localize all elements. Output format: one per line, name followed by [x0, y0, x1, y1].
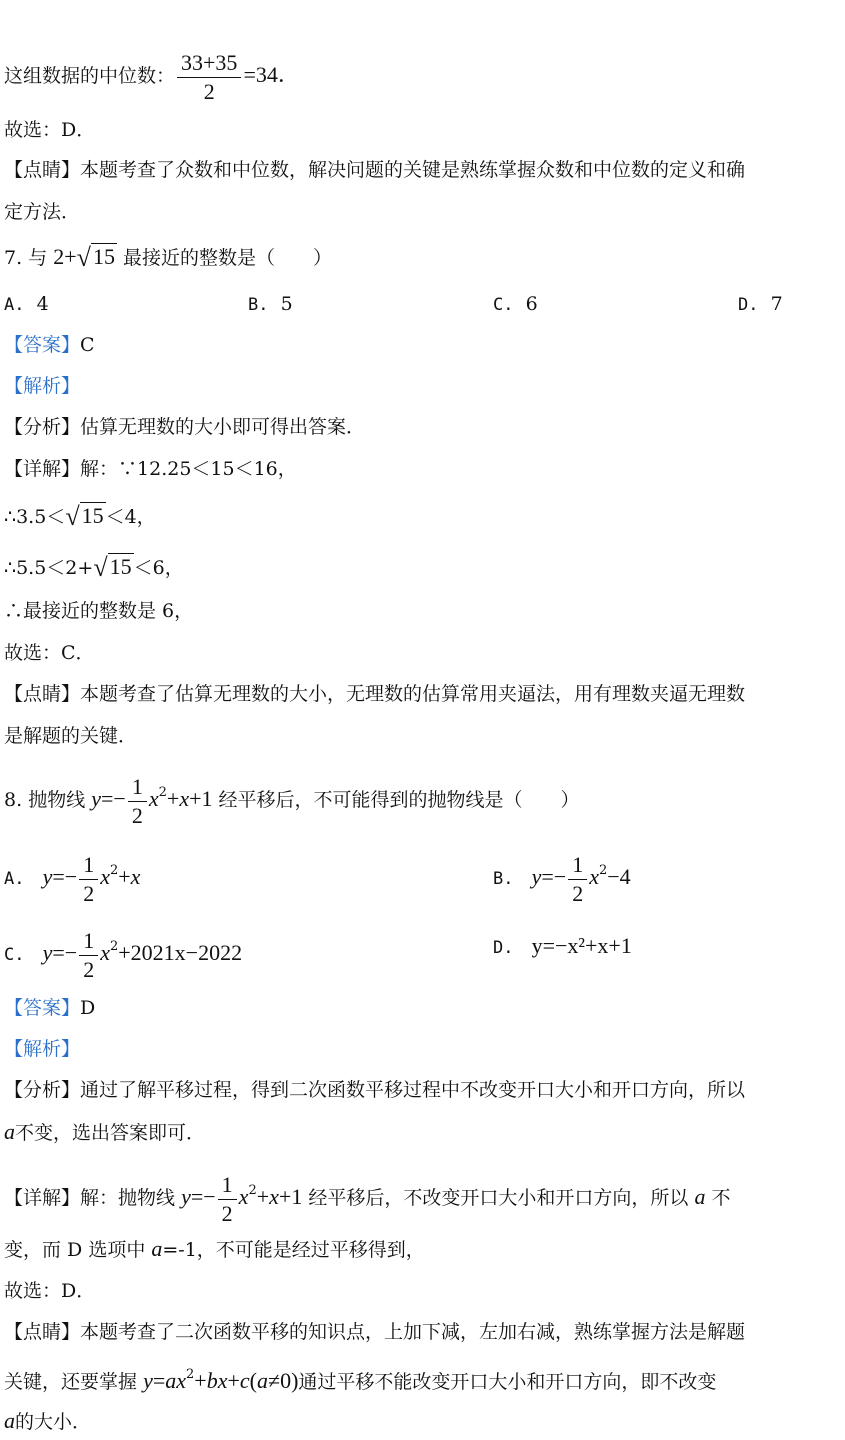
- q8-xiangjie-a: 解：抛物线: [80, 1187, 176, 1209]
- q6-comment-line1: [4, 157, 745, 183]
- q8-comment-tag: 【点睛】: [4, 1321, 81, 1343]
- q8-comment-text: 本题考查了二次函数平移的知识点，上加下减，左加右减，熟练掌握方法是解题: [80, 1321, 746, 1343]
- q7-option-d-label: D.: [738, 295, 759, 315]
- q8-xiangjie-var: a: [694, 1184, 706, 1209]
- q7-analysis-tag: 【解析】: [4, 375, 81, 397]
- q8-xiangjie-tag: 【详解】: [4, 1187, 81, 1209]
- q7-fenxi-text: 估算无理数的大小即可得出答案．: [80, 416, 366, 438]
- q8-xiangjie-line2-b: =-1，不可能是经过平移得到，: [162, 1239, 425, 1261]
- q8-answer-tag: 【答案】: [4, 997, 81, 1019]
- q7-option-d-value: 7: [770, 293, 783, 315]
- q7-option-c-label: C.: [493, 295, 514, 315]
- q7-step2-radicand: 15: [109, 554, 132, 579]
- q8-answer: [4, 995, 95, 1021]
- q7-xiangjie: [4, 456, 297, 482]
- q8-comment-line1: [4, 1319, 745, 1345]
- q8-comment-line3: [4, 1408, 91, 1435]
- q8-choice: 故选：D．: [4, 1280, 96, 1302]
- q7-number: 7.: [4, 247, 23, 269]
- q7-option-d: [738, 291, 783, 318]
- q7-step2-sqrt: √15: [93, 553, 132, 582]
- q7-fenxi-tag: 【分析】: [4, 416, 81, 438]
- q8-comment-line2-b: 通过平移不能改变开口大小和开口方向，即不改变: [298, 1371, 717, 1393]
- q8-option-b: B. y=− $\frac{1}{2}$ $x^2-4$: [493, 851, 631, 906]
- q7-xiangjie-text: 解：∵12.25＜15＜16，: [80, 458, 297, 480]
- q7-stem-b: 最接近的整数是（ ）: [123, 247, 333, 269]
- q8-stem-b: 经平移后，不可能得到的抛物线是（ ）: [218, 789, 580, 811]
- q8-option-a-label: A.: [4, 869, 25, 889]
- q7-step1-b: ＜4，: [105, 506, 156, 528]
- q8-fenxi-text: 通过了解平移过程，得到二次函数平移过程中不改变开口大小和开口方向，所以: [80, 1079, 746, 1101]
- q7-step2-b: ＜6，: [133, 557, 184, 579]
- q7-step2: [4, 554, 184, 581]
- q8-comment-var: a: [4, 1408, 15, 1433]
- q7-option-b-value: 5: [280, 293, 293, 315]
- q7-answer-tag: 【答案】: [4, 334, 81, 356]
- q8-option-d-label: D.: [493, 938, 514, 958]
- q7-option-c: [493, 291, 538, 318]
- q7-stem-a: 与: [28, 247, 48, 269]
- q8-fenxi-tag: 【分析】: [4, 1079, 81, 1101]
- q7-stem: [4, 244, 332, 271]
- median-numerator: 33+35: [177, 51, 241, 78]
- q7-step1: [4, 503, 156, 530]
- q7-option-a: [4, 291, 49, 318]
- q7-step1-sqrt: √15: [65, 502, 104, 531]
- q8-comment-line3-text: 的大小．: [15, 1411, 92, 1433]
- q8-option-b-label: B.: [493, 869, 514, 889]
- q7-option-b: [248, 291, 293, 318]
- q6-comment-text: 本题考查了众数和中位数，解决问题的关键是熟练掌握众数和中位数的定义和确: [80, 159, 746, 181]
- q7-expr: [53, 243, 117, 272]
- q7-step1-radicand: 15: [81, 503, 104, 528]
- q7-step3: ∴最接近的整数是 6，: [4, 600, 194, 622]
- q8-option-b-tail: −4: [607, 864, 631, 889]
- q8-fenxi-line1: [4, 1077, 745, 1103]
- q8-xiangjie-line1: 【详解】解：抛物线 y=− $\frac{1}{2}$ $x^2+x+1$ 经平移后，不改变开口大小和开口方向，所以 a 不: [4, 1171, 731, 1226]
- q8-analysis-tag: 【解析】: [4, 1038, 81, 1060]
- q7-option-a-value: 4: [36, 293, 49, 315]
- median-fraction: [177, 51, 241, 104]
- q8-comment-line2-a: 关键，还要掌握: [4, 1371, 138, 1393]
- q6-comment-line2: 定方法．: [4, 201, 81, 223]
- q6-choice: 故选：D．: [4, 119, 96, 141]
- q8-xiangjie-line2-var: a: [151, 1236, 163, 1261]
- q8-fenxi-line2-text: 不变，选出答案即可．: [15, 1122, 206, 1144]
- q7-step1-a: ∴3.5＜: [4, 506, 66, 528]
- q8-answer-value: D: [80, 997, 96, 1019]
- q8-option-c: C. y=− $\frac{1}{2}$ $x^2+2021x-2022$: [4, 927, 243, 982]
- q8-number: 8.: [4, 789, 23, 811]
- q7-comment-line2: 是解题的关键．: [4, 725, 138, 747]
- q7-option-c-value: 6: [525, 293, 538, 315]
- q7-option-a-label: A.: [4, 295, 25, 315]
- q7-fenxi: [4, 414, 365, 440]
- q7-expr-two: 2: [53, 244, 65, 269]
- q7-comment-text: 本题考查了估算无理数的大小，无理数的估算常用夹逼法，用有理数夹逼无理数: [80, 683, 746, 705]
- q8-stem: 8. 抛物线 y=− $\frac{1}{2}$ $x^2+x+1$ 经平移后，不可能得到的抛物线是（ ）: [4, 773, 580, 828]
- median-line: [4, 46, 300, 105]
- q8-fenxi-var: a: [4, 1119, 15, 1144]
- q8-option-c-label: C.: [4, 945, 25, 965]
- q8-option-a: A. y=− $\frac{1}{2}$ $x^2+x$: [4, 851, 141, 906]
- q7-xiangjie-tag: 【详解】: [4, 458, 81, 480]
- q8-xiangjie-b: 经平移后，不改变开口大小和开口方向，所以: [308, 1187, 689, 1209]
- q8-stem-a: 抛物线: [28, 789, 86, 811]
- median-prefix: 这组数据的中位数：: [4, 65, 176, 87]
- q8-xiangjie-line2: [4, 1236, 425, 1263]
- q6-comment-tag: 【点睛】: [4, 159, 81, 181]
- q8-option-d: [493, 933, 632, 961]
- q8-xiangjie-line2-a: 变，而 D 选项中: [4, 1239, 146, 1261]
- q7-option-b-label: B.: [248, 295, 269, 315]
- q7-sqrt: √15: [76, 243, 115, 272]
- q8-fenxi-line2: [4, 1119, 205, 1146]
- q7-choice: 故选：C．: [4, 642, 95, 664]
- q7-answer: [4, 332, 95, 358]
- median-result: =34．: [243, 62, 300, 87]
- q7-answer-value: C: [80, 334, 95, 356]
- q7-step2-a: ∴5.5＜2+: [4, 557, 94, 579]
- q8-option-d-expr: y=−x²+x+1: [531, 933, 632, 958]
- q8-xiangjie-c: 不: [711, 1187, 731, 1209]
- median-denominator: 2: [203, 78, 215, 104]
- q8-option-a-tail: x: [130, 864, 141, 889]
- q7-comment-line1: [4, 681, 745, 707]
- q7-expr-plus: +: [64, 244, 77, 269]
- q8-option-c-tail: +2021x−2022: [118, 940, 243, 965]
- q7-radicand: 15: [92, 244, 115, 269]
- q7-comment-tag: 【点睛】: [4, 683, 81, 705]
- q8-comment-line2: 关键，还要掌握 $y=ax^2+bx+c(a\ne 0)$通过平移不能改变开口大小和开口方向，即不改变: [4, 1367, 717, 1393]
